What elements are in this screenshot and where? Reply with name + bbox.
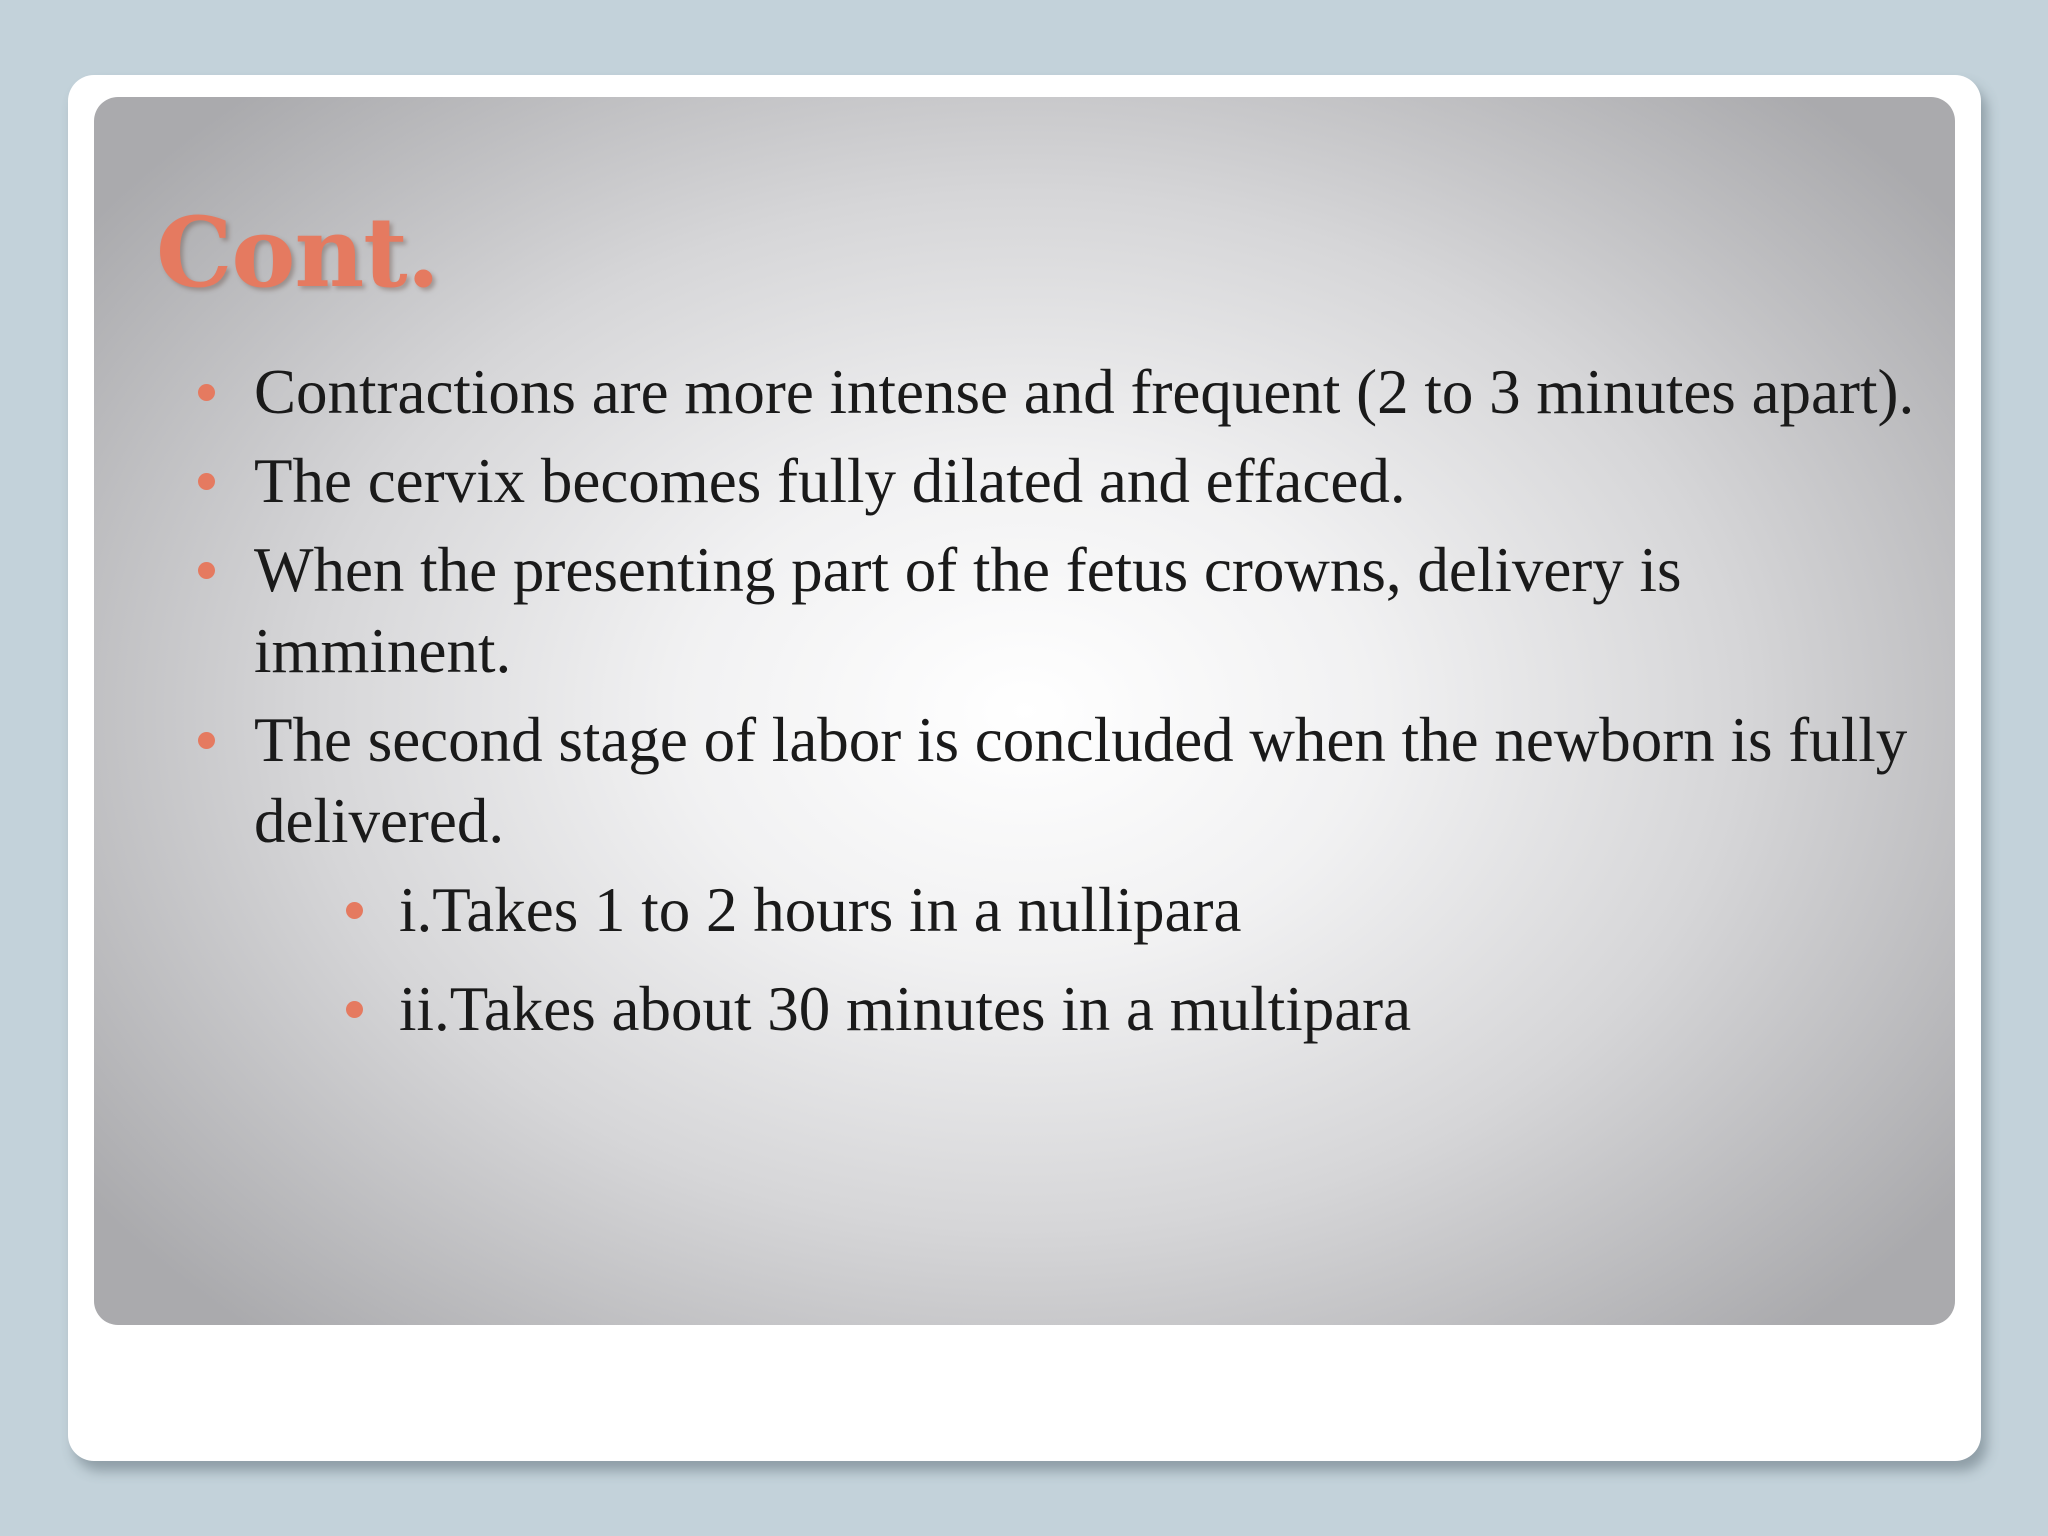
bullet-dot-icon <box>198 384 215 401</box>
sub-bullet-item <box>94 870 1955 951</box>
sub-bullet-text: ii.Takes about 30 minutes in a multipara <box>399 974 1412 1044</box>
bullet-dot-icon <box>198 732 215 749</box>
bullet-text: Contractions are more intense and frequent (2 to 3 minutes apart). <box>254 357 1915 427</box>
bullet-list <box>94 352 1955 1068</box>
bullet-item <box>94 441 1955 522</box>
slide-title: Cont. <box>156 196 439 309</box>
bullet-text: When the presenting part of the fetus crowns, delivery is imminent. <box>254 535 1682 686</box>
bullet-item <box>94 352 1955 433</box>
bullet-dot-icon <box>346 902 363 919</box>
slide-content-panel <box>94 97 1955 1325</box>
sub-bullet-item <box>94 969 1955 1050</box>
bullet-item <box>94 700 1955 862</box>
bullet-text: The second stage of labor is concluded when the newborn is fully delivered. <box>254 705 1908 856</box>
sub-bullet-text: i.Takes 1 to 2 hours in a nullipara <box>399 875 1242 945</box>
bullet-dot-icon <box>346 1001 363 1018</box>
bullet-dot-icon <box>198 562 215 579</box>
bullet-dot-icon <box>198 473 215 490</box>
bullet-text: The cervix becomes fully dilated and effaced. <box>254 446 1406 516</box>
bullet-item <box>94 530 1955 692</box>
slide-card <box>68 75 1981 1461</box>
